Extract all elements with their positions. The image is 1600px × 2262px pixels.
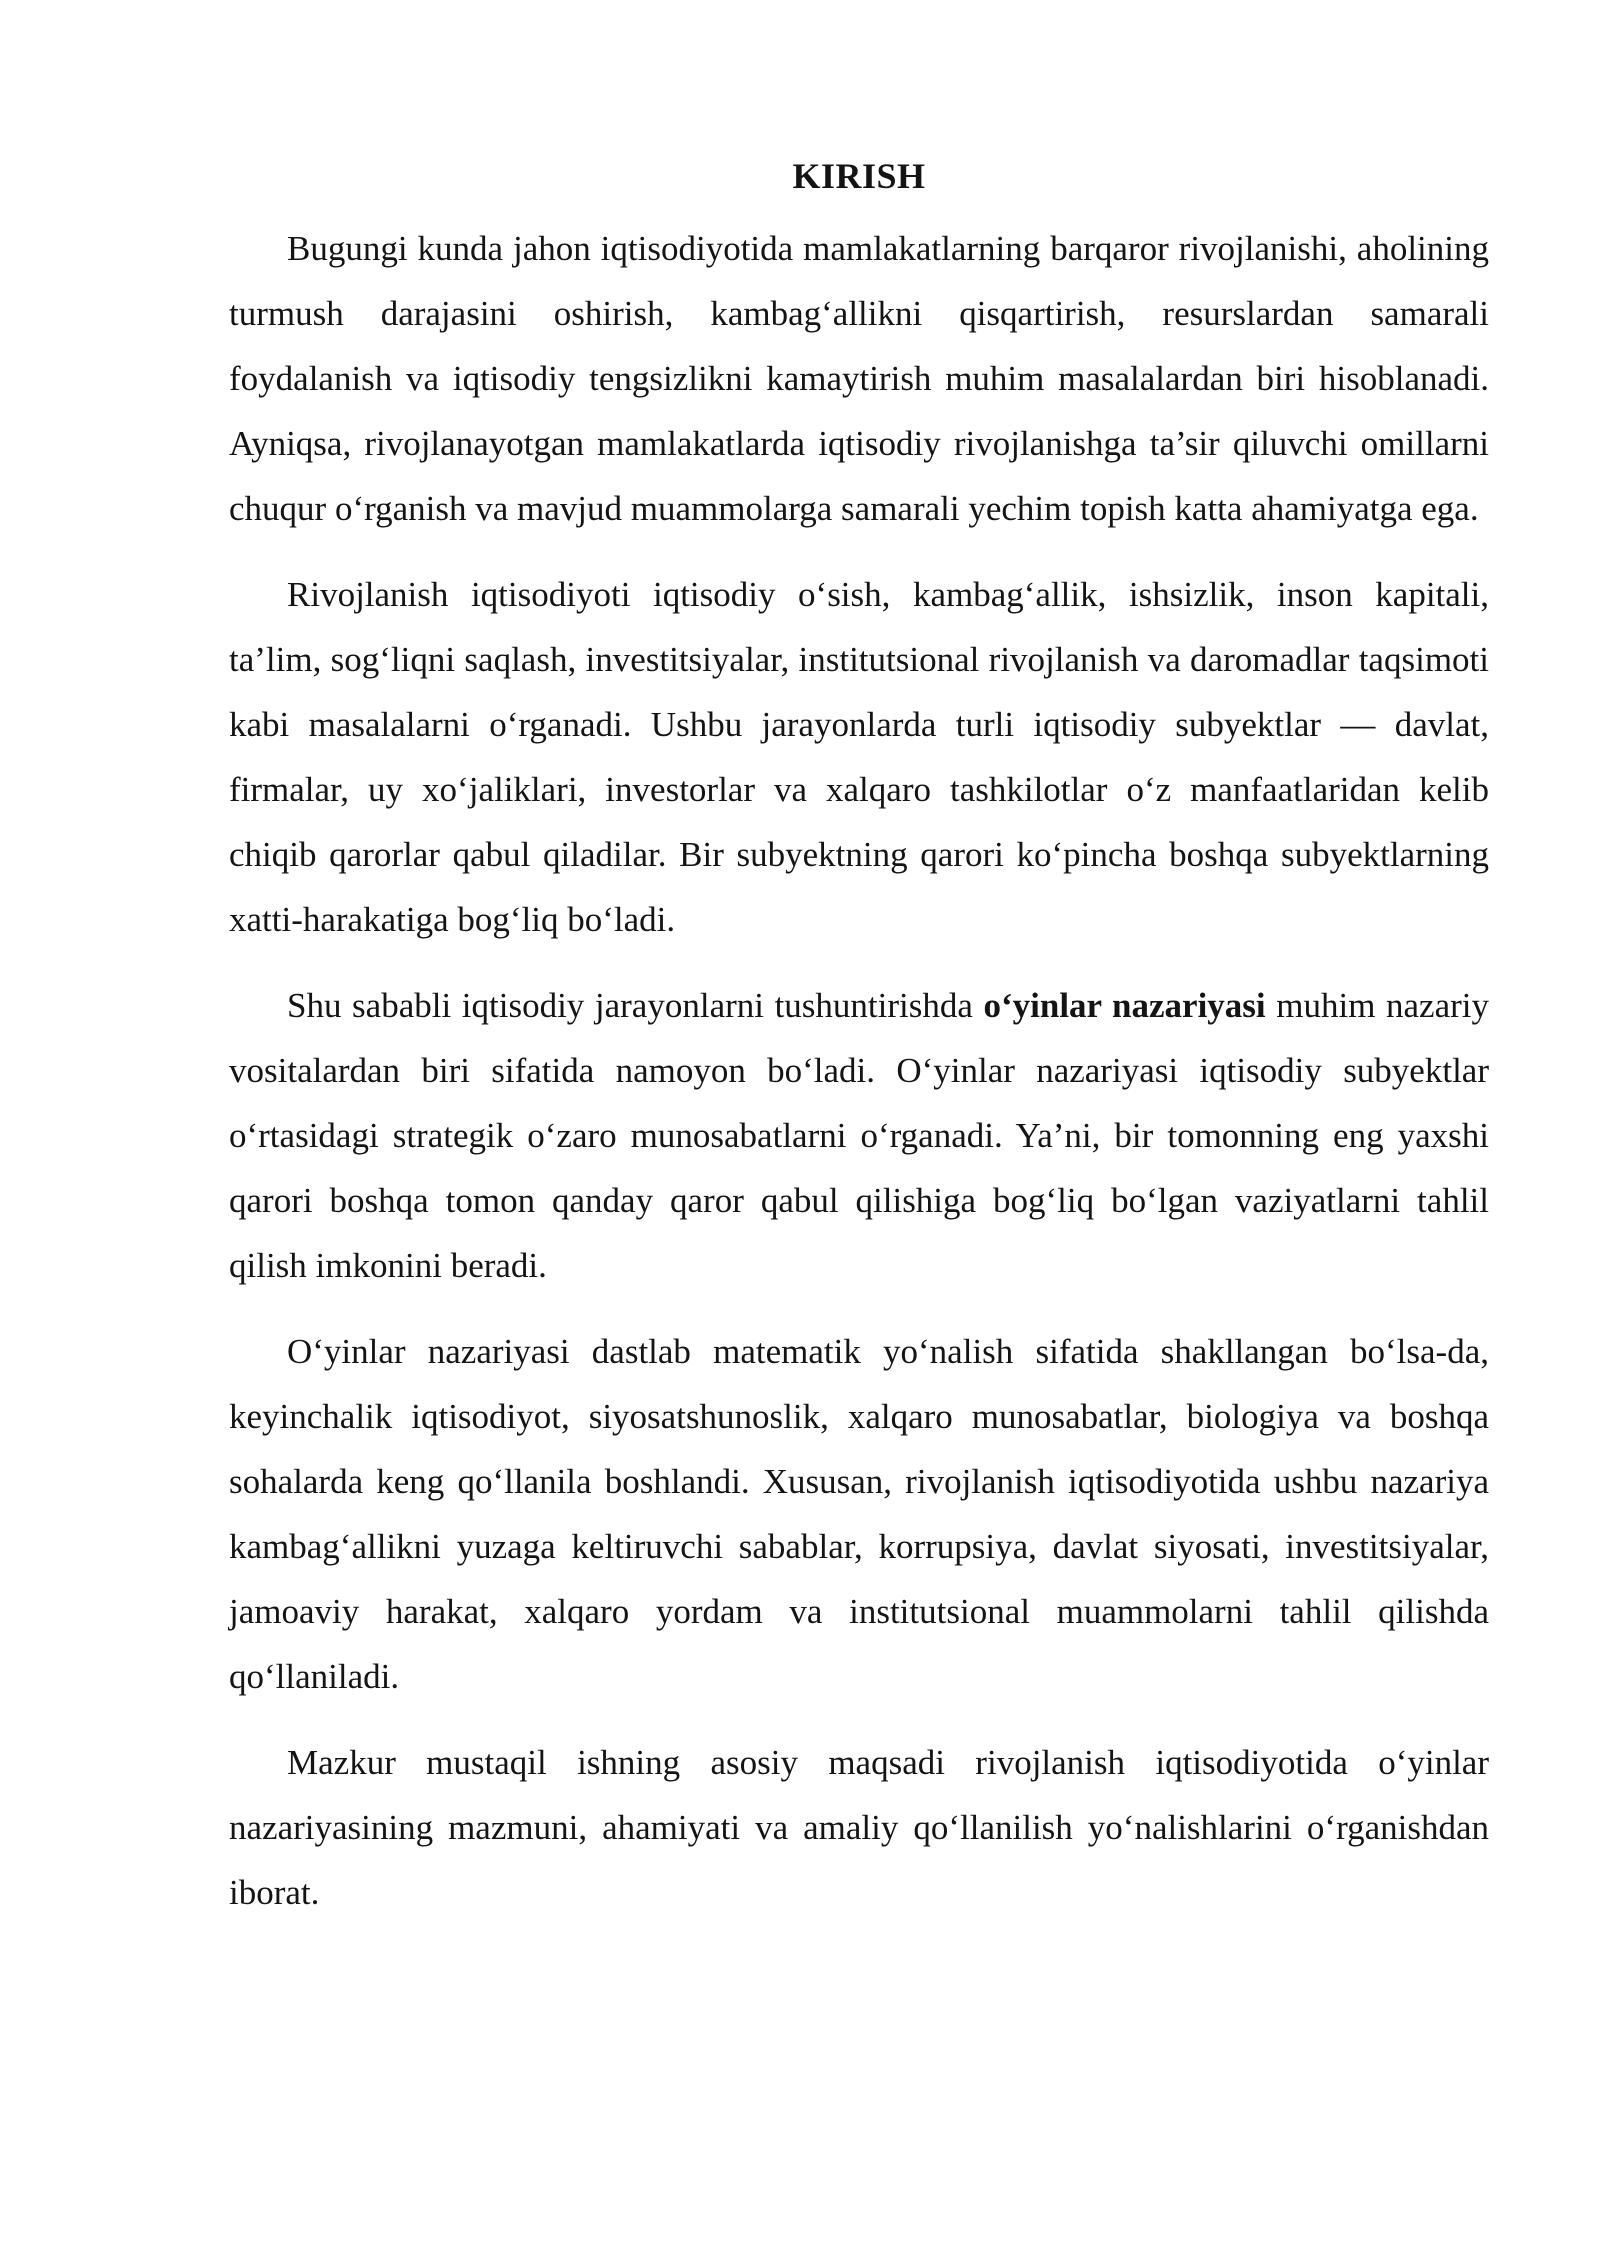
paragraph-4: O‘yinlar nazariyasi dastlab matematik yo‘nalish sifatida shakllangan bo‘lsa-da, keyinchalik iqtisodiyot, siyosatshunoslik, xalqaro munosabatlar, biologiya va boshqa sohalarda keng qo‘llanila boshlandi. Xususan, rivojlanish iqtisodiyotida ushbu nazariya kambag‘allikni yuzaga keltiruvchi sabablar, korrupsiya, davlat siyosati, investitsiyalar, jamoaviy harakat, xalqaro yordam va institutsional muammolarni tahlil qilishda qo‘llaniladi. — [229, 1332, 1489, 1696]
paragraph-3-bold-term: o‘yinlar nazariyasi — [983, 986, 1266, 1025]
paragraph-1: Bugungi kunda jahon iqtisodiyotida mamlakatlarning barqaror rivojlanishi, aholining turmush darajasini oshirish, kambag‘allikni qisqartirish, resurslardan samarali foydalanish va iqtisodiy tengsizlikni kamaytirish muhim masalalardan biri hisoblanadi. Ayniqsa, rivojlanayotgan mamlakatlarda iqtisodiy rivojlanishga ta’sir qiluvchi omillarni chuqur o‘rganish va mavjud muammolarga samarali yechim topish katta ahamiyatga ega. — [229, 229, 1489, 528]
paragraph-3-intro: Shu sababli iqtisodiy jarayonlarni tushuntirishda — [287, 986, 984, 1025]
page-title: KIRISH — [792, 156, 926, 196]
paragraph-5: Mazkur mustaqil ishning asosiy maqsadi rivojlanish iqtisodiyotida o‘yinlar nazariyasining mazmuni, ahamiyati va amaliy qo‘llanilish yo‘nalishlarini o‘rganishdan iborat. — [229, 1743, 1489, 1912]
paragraph-2: Rivojlanish iqtisodiyoti iqtisodiy o‘sish, kambag‘allik, ishsizlik, inson kapitali, ta’lim, sog‘liqni saqlash, investitsiyalar, institutsional rivojlanish va daromadlar taqsimoti kabi masalalarni o‘rganadi. Ushbu jarayonlarda turli iqtisodiy subyektlar — davlat, firmalar, uy xo‘jaliklari, investorlar va xalqaro tashkilotlar o‘z manfaatlaridan kelib chiqib qarorlar qabul qiladilar. Bir subyektning qarori ko‘pincha boshqa subyektlarning xatti-harakatiga bog‘liq bo‘ladi. — [229, 575, 1489, 939]
paragraph-3 — [229, 973, 1489, 1298]
paragraph-3-rest: muhim nazariy vositalardan biri sifatida namoyon bo‘ladi. O‘yinlar nazariyasi iqtisodiy subyektlar o‘rtasidagi strategik o‘zaro munosabatlarni o‘rganadi. Ya’ni, bir tomonning eng yaxshi qarori boshqa tomon qanday qaror qabul qilishiga bog‘liq bo‘lgan vaziyatlarni tahlil qilish imkonini beradi. — [229, 986, 1489, 1285]
document-body — [229, 152, 1489, 1946]
